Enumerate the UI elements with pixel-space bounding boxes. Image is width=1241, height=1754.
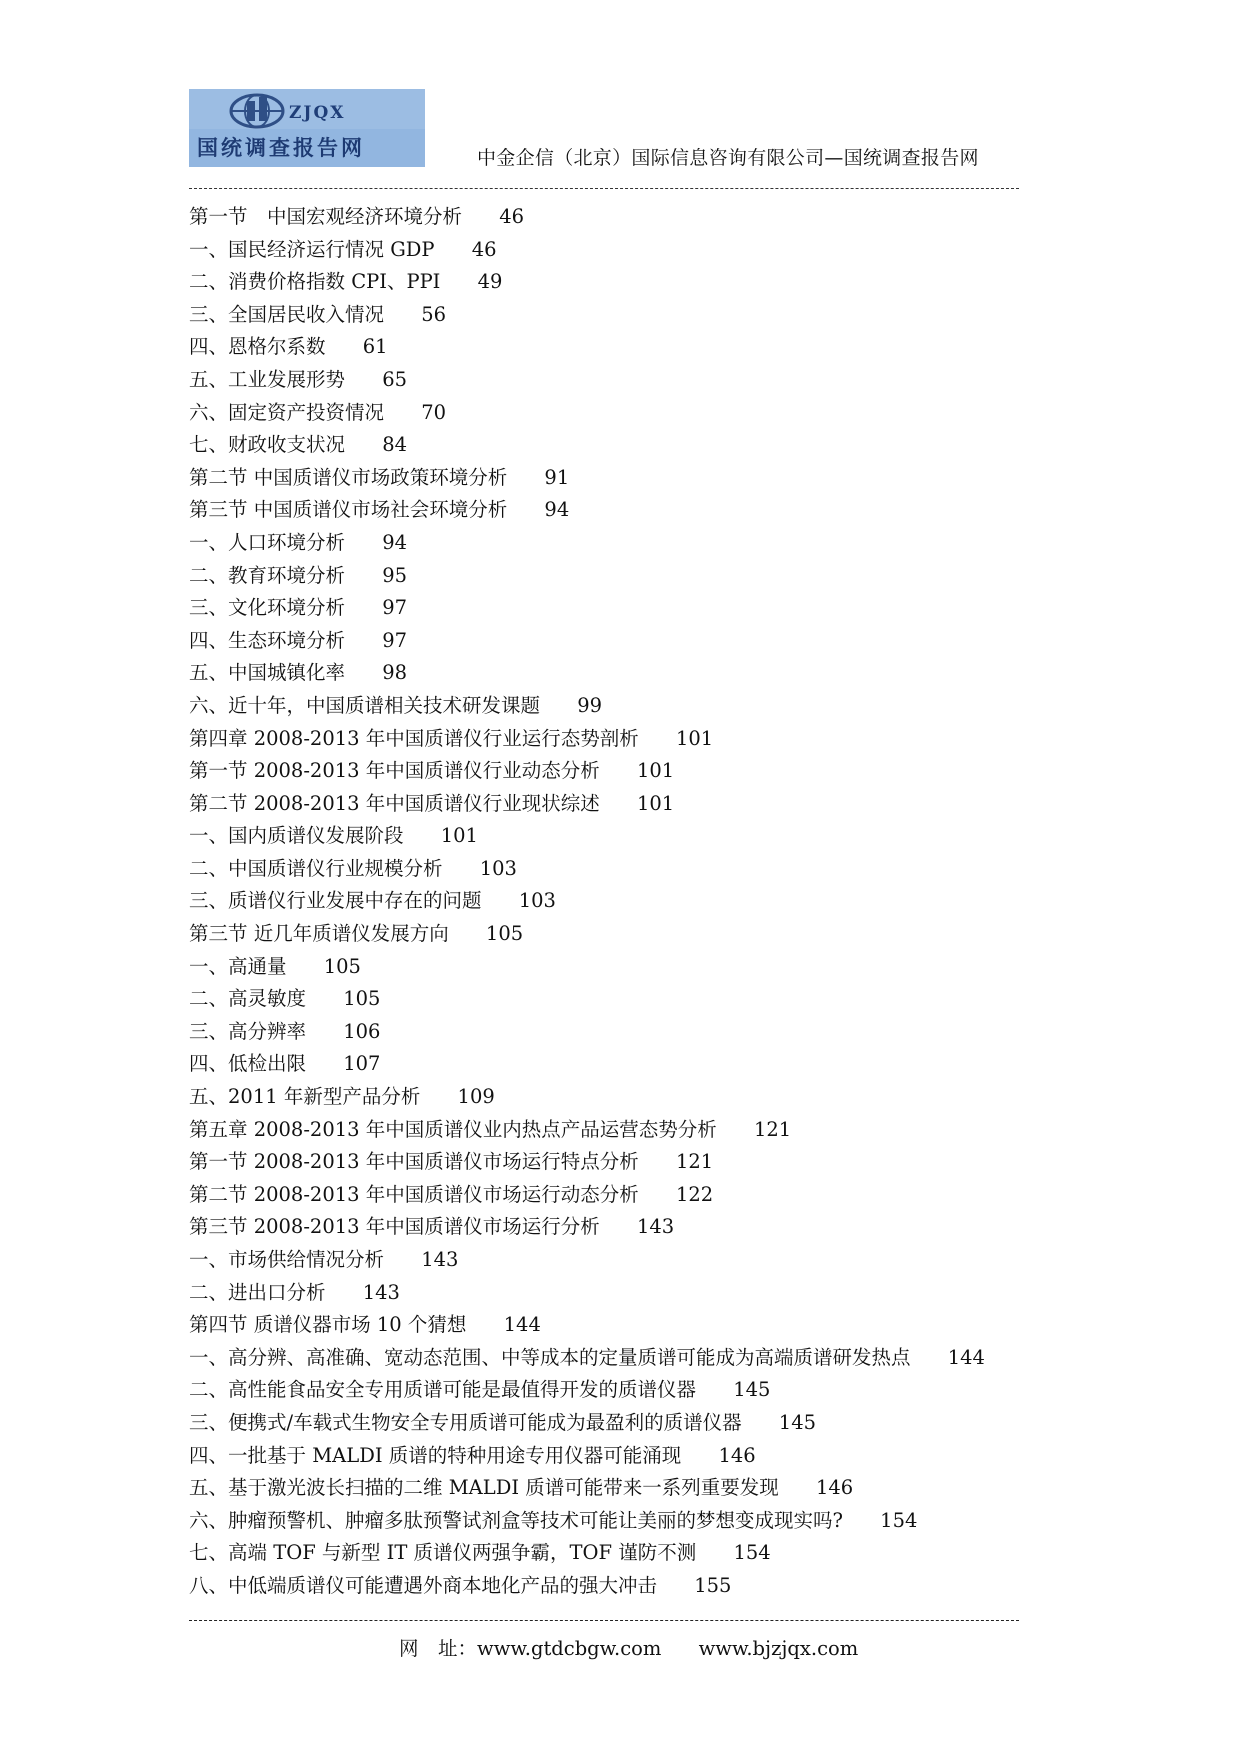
toc-entry-page: 101: [675, 726, 714, 750]
toc-entry: [189, 820, 1089, 853]
toc-entry: [189, 1472, 1089, 1505]
toc-entry-page: 143: [421, 1248, 459, 1271]
toc-entry: [189, 1342, 1089, 1375]
toc-entry-title: 三、文化环境分析: [189, 596, 346, 620]
toc-entry-title: 第二节 2008-2013 年中国质谱仪行业现状综述: [189, 791, 600, 815]
toc-entry: [189, 462, 1089, 495]
toc-entry-title: 第三节 中国质谱仪市场社会环境分析: [189, 498, 508, 522]
toc-entry-title: 二、中国质谱仪行业规模分析: [189, 856, 443, 880]
toc-entry: [189, 983, 1089, 1016]
toc-entry-page: 101: [636, 759, 675, 783]
toc-entry: [189, 331, 1089, 364]
toc-entry-title: 第一节 中国宏观经济环境分析: [189, 205, 463, 228]
toc-entry: [189, 1277, 1089, 1310]
toc-entry-title: 二、消费价格指数 CPI、PPI: [189, 270, 441, 294]
toc-entry-page: 145: [778, 1410, 817, 1434]
toc-entry-title: 八、中低端质谱仪可能遭遇外商本地化产品的强大冲击: [189, 1573, 658, 1597]
toc-entry-title: 一、高通量: [189, 954, 287, 978]
toc-entry-page: 121: [675, 1150, 714, 1174]
toc-entry-page: 101: [636, 791, 675, 815]
toc-entry: [189, 1114, 1089, 1147]
footer-divider: [189, 1620, 1019, 1621]
toc-entry-title: 第一节 2008-2013 年中国质谱仪行业动态分析: [189, 759, 600, 783]
toc-entry: [189, 1146, 1089, 1179]
toc-entry-title: 第三节 近几年质谱仪发展方向: [189, 922, 449, 946]
toc-entry-page: 154: [733, 1541, 771, 1565]
toc-entry-title: 七、财政收支状况: [189, 433, 346, 457]
toc-entry-page: 49: [477, 270, 503, 294]
toc-entry-title: 第一节 2008-2013 年中国质谱仪市场运行特点分析: [189, 1150, 639, 1174]
logo-tagline: 国统调查报告网: [197, 136, 365, 160]
toc-entry: [189, 299, 1089, 332]
toc-entry: [189, 1211, 1089, 1244]
toc-entry-title: 五、基于激光波长扫描的二维 MALDI 质谱可能带来一系列重要发现: [189, 1476, 779, 1500]
toc-entry-title: 一、人口环境分析: [189, 530, 346, 554]
toc-entry-page: 70: [421, 400, 447, 424]
toc-entry: [189, 1244, 1089, 1277]
toc-entry-page: 105: [485, 922, 524, 946]
toc-entry-page: 155: [694, 1573, 732, 1597]
toc-entry: [189, 1537, 1089, 1570]
toc-entry: [189, 1179, 1089, 1212]
table-of-contents: [189, 201, 1089, 1603]
toc-entry-page: 97: [382, 596, 408, 620]
toc-entry: [189, 1440, 1089, 1473]
toc-entry-title: 第四章 2008-2013 年中国质谱仪行业运行态势剖析: [189, 726, 639, 750]
logo-brand: ZJQX: [289, 103, 346, 123]
footer-label: 网 址：: [399, 1637, 478, 1660]
toc-entry-page: 46: [471, 237, 497, 261]
toc-entry: [189, 625, 1089, 658]
footer-site-2[interactable]: www.bjzjqx.com: [698, 1637, 859, 1660]
header-divider: [189, 188, 1019, 189]
toc-entry-page: 144: [503, 1313, 541, 1337]
toc-entry: [189, 723, 1089, 756]
toc-entry-title: 第四节 质谱仪器市场 10 个猜想: [189, 1313, 467, 1337]
toc-entry-title: 五、2011 年新型产品分析: [189, 1085, 421, 1109]
toc-entry-title: 四、低检出限: [189, 1052, 307, 1076]
toc-entry-page: 46: [499, 205, 525, 228]
toc-entry-page: 97: [382, 628, 408, 652]
toc-entry: [189, 364, 1089, 397]
toc-entry-page: 84: [382, 433, 408, 457]
toc-entry-title: 四、恩格尔系数: [189, 335, 326, 359]
toc-entry: [189, 951, 1089, 984]
toc-entry-page: 98: [382, 661, 408, 685]
toc-entry-page: 121: [753, 1117, 792, 1141]
toc-entry: [189, 690, 1089, 723]
footer-site-1[interactable]: www.gtdcbgw.com: [477, 1637, 662, 1660]
toc-entry-page: 103: [479, 856, 517, 880]
toc-entry-page: 94: [382, 530, 408, 554]
toc-entry-title: 二、高灵敏度: [189, 987, 307, 1011]
toc-entry-page: 61: [362, 335, 388, 359]
toc-entry: [189, 201, 1089, 234]
toc-entry-title: 六、肿瘤预警机、肿瘤多肽预警试剂盒等技术可能让美丽的梦想变成现实吗?: [189, 1508, 843, 1532]
toc-entry: [189, 853, 1089, 886]
toc-entry-title: 第五章 2008-2013 年中国质谱仪业内热点产品运营态势分析: [189, 1117, 717, 1141]
toc-entry: [189, 885, 1089, 918]
toc-entry-page: 101: [440, 824, 478, 848]
toc-entry-title: 一、国内质谱仪发展阶段: [189, 824, 404, 848]
toc-entry-page: 145: [733, 1378, 771, 1402]
toc-entry-page: 106: [343, 1019, 381, 1043]
toc-entry-title: 四、生态环境分析: [189, 628, 346, 652]
toc-entry: [189, 657, 1089, 690]
toc-entry-page: 107: [343, 1052, 381, 1076]
toc-entry: [189, 266, 1089, 299]
toc-entry-page: 56: [421, 302, 447, 326]
toc-entry-page: 99: [577, 693, 603, 717]
toc-entry-title: 五、中国城镇化率: [189, 661, 346, 685]
toc-entry-page: 91: [544, 465, 570, 489]
toc-entry-page: 109: [457, 1085, 495, 1109]
toc-entry: [189, 527, 1089, 560]
toc-entry-title: 七、高端 TOF 与新型 IT 质谱仪两强争霸，TOF 谨防不测: [189, 1541, 697, 1565]
toc-entry-page: 146: [815, 1476, 854, 1500]
toc-entry-title: 三、便携式/车载式生物安全专用质谱可能成为最盈利的质谱仪器: [189, 1410, 742, 1434]
footer: [399, 1633, 858, 1661]
toc-entry-page: 146: [718, 1443, 756, 1467]
toc-entry-title: 第三节 2008-2013 年中国质谱仪市场运行分析: [189, 1215, 600, 1239]
toc-entry: [189, 1048, 1089, 1081]
toc-entry-title: 第二节 中国质谱仪市场政策环境分析: [189, 465, 508, 489]
toc-entry-page: 122: [675, 1182, 714, 1206]
toc-entry-title: 四、一批基于 MALDI 质谱的特种用途专用仪器可能涌现: [189, 1443, 682, 1467]
toc-entry-title: 二、高性能食品安全专用质谱可能是最值得开发的质谱仪器: [189, 1378, 697, 1402]
toc-entry-title: 二、进出口分析: [189, 1280, 326, 1304]
toc-entry-page: 103: [518, 889, 556, 913]
toc-entry-title: 一、市场供给情况分析: [189, 1248, 385, 1271]
toc-entry-page: 105: [323, 954, 361, 978]
toc-entry: [189, 1081, 1089, 1114]
toc-entry-page: 94: [544, 498, 570, 522]
company-name: 中金企信（北京）国际信息咨询有限公司—国统调查报告网: [477, 147, 979, 169]
toc-entry: [189, 788, 1089, 821]
toc-entry: [189, 234, 1089, 267]
toc-entry: [189, 560, 1089, 593]
toc-entry-title: 六、固定资产投资情况: [189, 400, 385, 424]
toc-entry: [189, 429, 1089, 462]
toc-entry-title: 一、国民经济运行情况 GDP: [189, 237, 435, 261]
toc-entry: [189, 918, 1089, 951]
toc-entry-title: 三、高分辨率: [189, 1019, 307, 1043]
toc-entry-page: 154: [880, 1508, 918, 1532]
toc-entry-title: 第二节 2008-2013 年中国质谱仪市场运行动态分析: [189, 1182, 639, 1206]
toc-entry-page: 105: [343, 987, 381, 1011]
toc-entry: [189, 755, 1089, 788]
toc-entry-title: 三、质谱仪行业发展中存在的问题: [189, 889, 482, 913]
toc-entry-title: 五、工业发展形势: [189, 367, 346, 391]
toc-entry-page: 144: [947, 1345, 985, 1369]
toc-entry-title: 六、近十年，中国质谱相关技术研发课题: [189, 693, 541, 717]
toc-entry: [189, 494, 1089, 527]
toc-entry-page: 95: [382, 563, 408, 587]
toc-entry-title: 一、高分辨、高准确、宽动态范围、中等成本的定量质谱可能成为高端质谱研发热点: [189, 1345, 911, 1369]
toc-entry: [189, 1374, 1089, 1407]
toc-entry-page: 143: [362, 1280, 400, 1304]
toc-entry: [189, 1570, 1089, 1603]
toc-entry: [189, 1309, 1089, 1342]
toc-entry-title: 二、教育环境分析: [189, 563, 346, 587]
toc-entry: [189, 1407, 1089, 1440]
toc-entry: [189, 592, 1089, 625]
toc-entry: [189, 1016, 1089, 1049]
toc-entry: [189, 1505, 1089, 1538]
toc-entry-title: 三、全国居民收入情况: [189, 302, 385, 326]
toc-entry-page: 65: [382, 367, 408, 391]
company-logo: [189, 89, 425, 167]
toc-entry: [189, 397, 1089, 430]
toc-entry-page: 143: [636, 1215, 675, 1239]
